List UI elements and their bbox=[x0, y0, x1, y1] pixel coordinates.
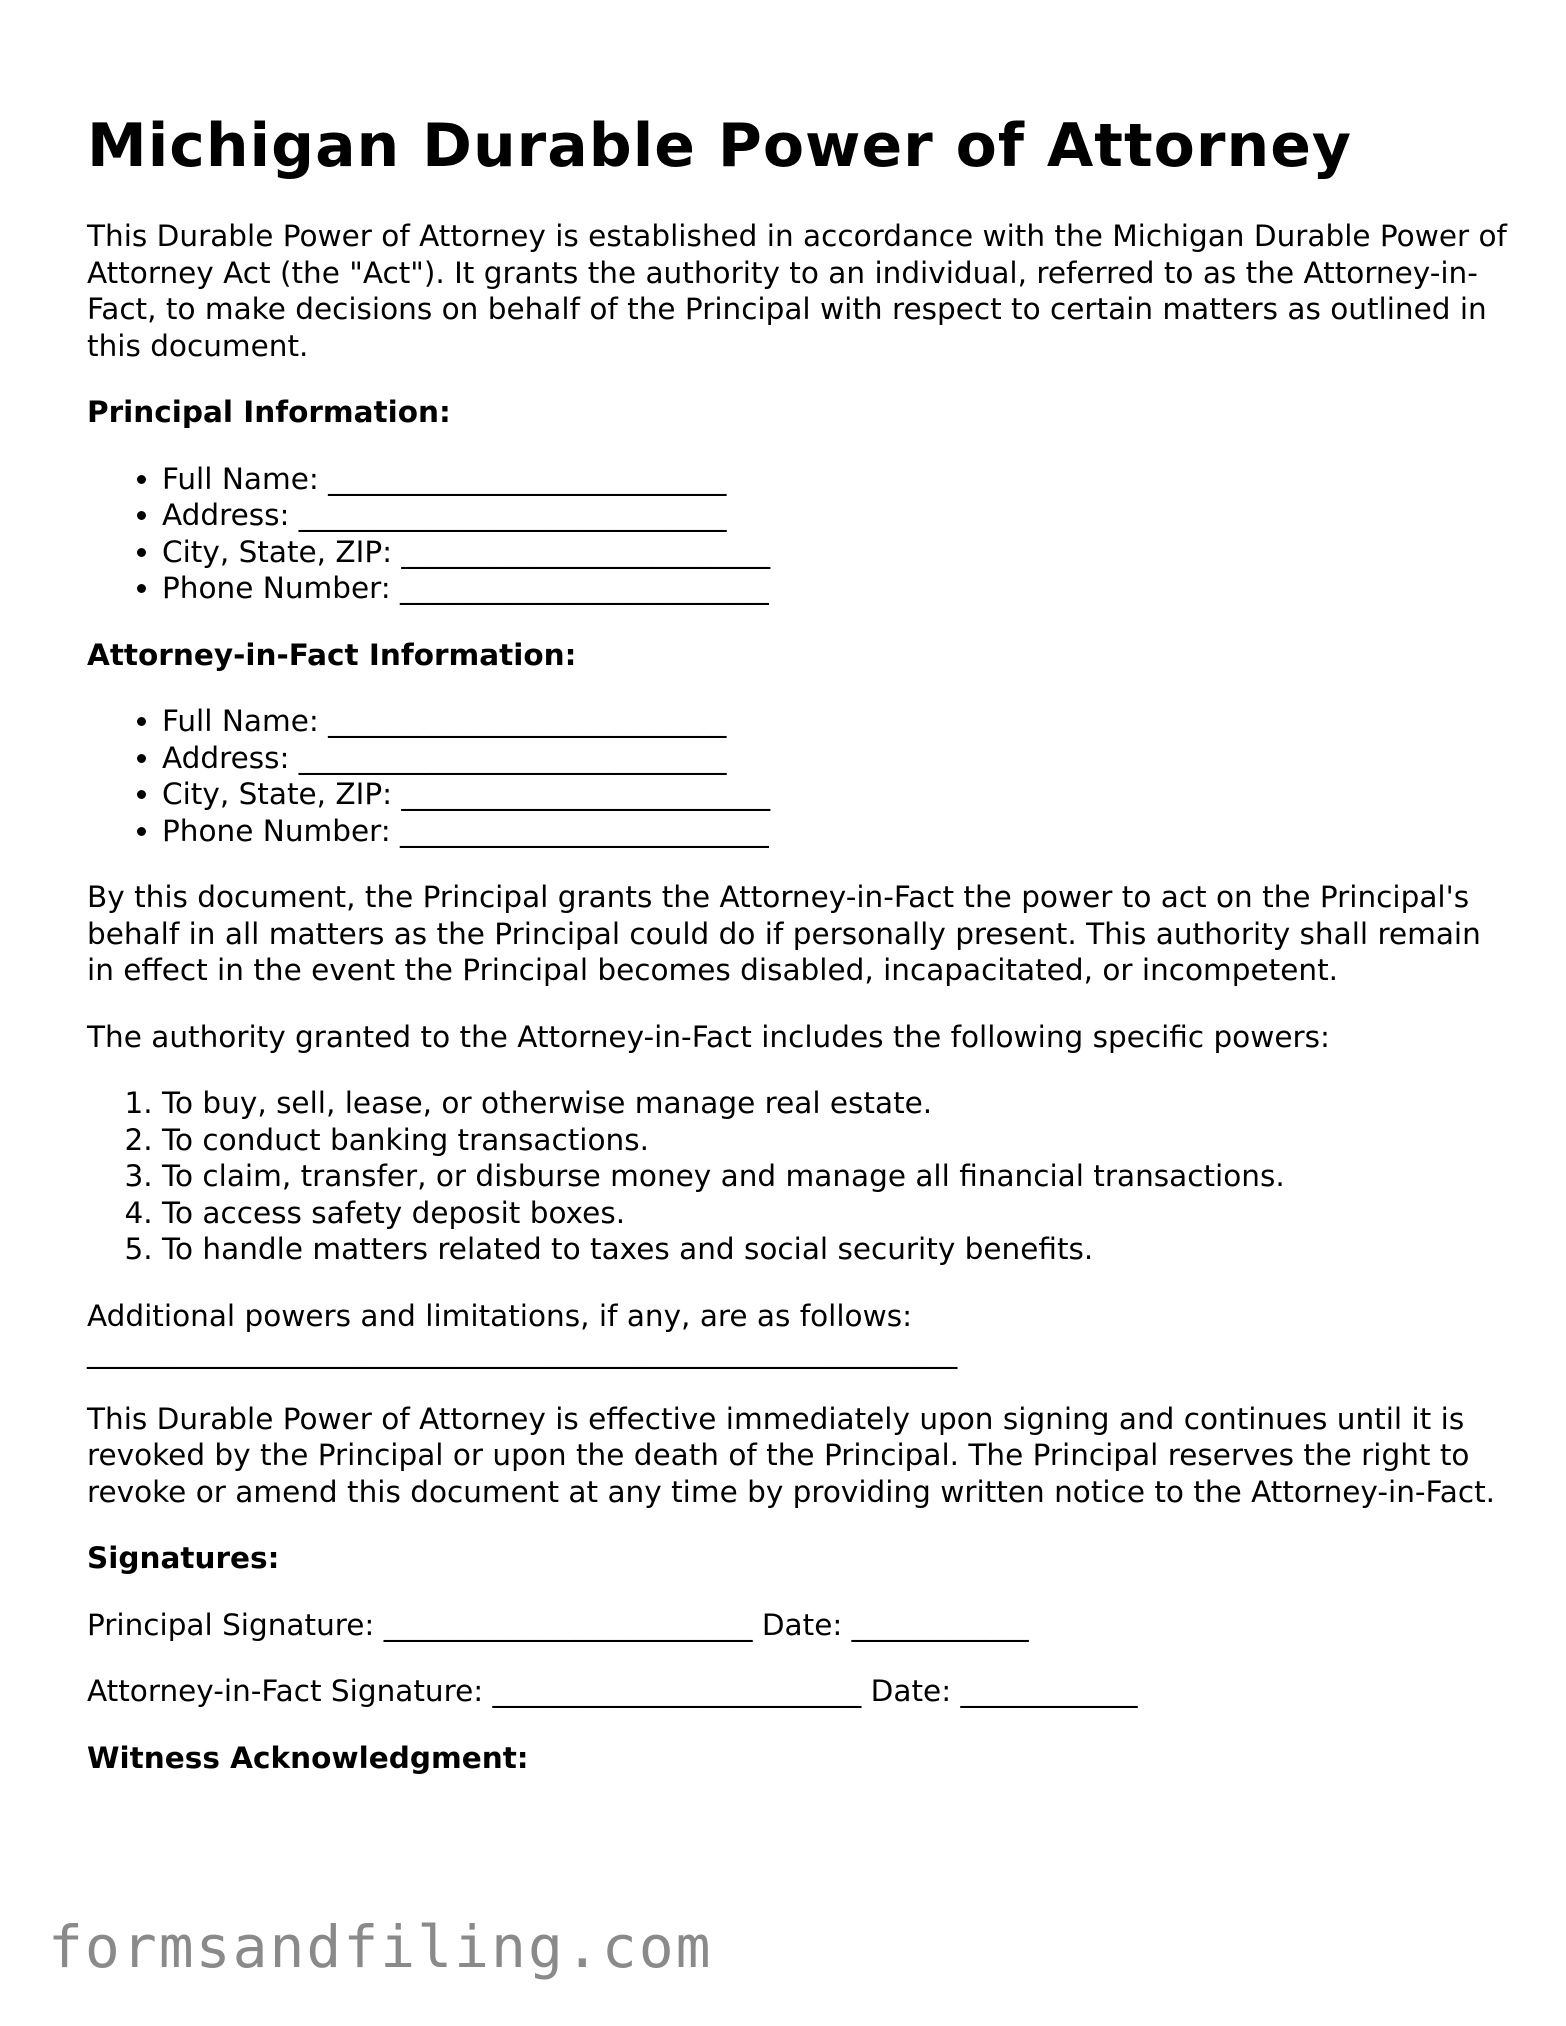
power-item: 2. To conduct banking transactions. bbox=[162, 1122, 1507, 1159]
attorney-heading: Attorney-in-Fact Information: bbox=[87, 637, 577, 672]
document-title: Michigan Durable Power of Attorney bbox=[87, 111, 1352, 181]
powers-intro: The authority granted to the Attorney-in-Fact includes the following specific powers: bbox=[87, 1019, 1330, 1054]
principal-heading: Principal Information: bbox=[87, 395, 451, 429]
intro-paragraph: This Durable Power of Attorney is established in accordance with the Michigan Durable Power of Attorney Act (the "Act"). It grants the authority to an individual, referred to as the Attorney-in-Fact, to make decisions on behalf of the Principal with respect to certain matters as outlined in this document. bbox=[87, 219, 1507, 363]
principal-signature-line[interactable]: Principal Signature: _________________________ Date: ____________ bbox=[87, 1607, 1029, 1642]
principal-city-state-zip-field[interactable]: • City, State, ZIP: _________________________ bbox=[162, 534, 1507, 571]
attorney-phone-field[interactable]: • Phone Number: _________________________ bbox=[162, 813, 1507, 850]
witness-heading: Witness Acknowledgment: bbox=[87, 1740, 529, 1775]
power-item: 3. To claim, transfer, or disburse money and manage all financial transactions. bbox=[162, 1158, 1507, 1195]
effective-paragraph: This Durable Power of Attorney is effective immediately upon signing and continues until it is revoked by the Principal or upon the death of the Principal. The Principal reserves the right to revoke or amend this document at any time by providing written notice to the Attorney-in-Fact. bbox=[87, 1401, 1496, 1509]
document-page bbox=[87, 110, 1507, 1806]
attorney-signature-line[interactable]: Attorney-in-Fact Signature: _________________________ Date: ____________ bbox=[87, 1674, 1138, 1708]
grant-paragraph: By this document, the Principal grants the Attorney-in-Fact the power to act on the Principal's behalf in all matters as the Principal could do if personally present. This authority shall remain in effect in the event the Principal becomes disabled, incapacitated, or incompetent. bbox=[87, 880, 1481, 987]
attorney-city-state-zip-field[interactable]: • City, State, ZIP: _________________________ bbox=[162, 776, 1507, 813]
additional-powers-label: Additional powers and limitations, if any, are as follows: bbox=[87, 1298, 913, 1333]
attorney-fields-list bbox=[87, 703, 1507, 849]
power-item: 5. To handle matters related to taxes and social security benefits. bbox=[162, 1231, 1507, 1268]
power-item: 4. To access safety deposit boxes. bbox=[162, 1195, 1507, 1232]
watermark-text: formsandfiling.com bbox=[48, 1913, 713, 1981]
signatures-heading: Signatures: bbox=[87, 1541, 280, 1575]
additional-powers-blank[interactable]: ___________________________________________________________ bbox=[87, 1335, 958, 1369]
powers-list bbox=[87, 1085, 1507, 1268]
attorney-full-name-field[interactable]: • Full Name: ___________________________ bbox=[162, 703, 1507, 740]
principal-fields-list bbox=[87, 461, 1507, 607]
principal-phone-field[interactable]: • Phone Number: _________________________ bbox=[162, 570, 1507, 607]
additional-powers-block bbox=[87, 1298, 1507, 1371]
power-item: 1. To buy, sell, lease, or otherwise manage real estate. bbox=[162, 1085, 1507, 1122]
principal-full-name-field[interactable]: • Full Name: ___________________________ bbox=[162, 461, 1507, 498]
principal-address-field[interactable]: • Address: _____________________________ bbox=[162, 497, 1507, 534]
attorney-address-field[interactable]: • Address: _____________________________ bbox=[162, 740, 1507, 777]
